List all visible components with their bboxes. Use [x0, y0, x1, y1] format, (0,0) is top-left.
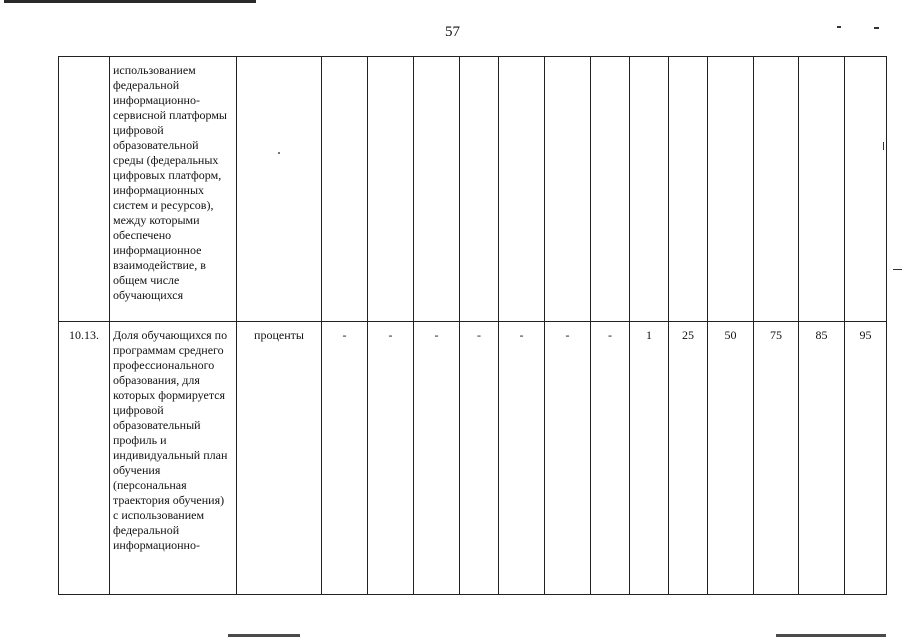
- value-cell: 95: [845, 322, 887, 595]
- value-cell: [845, 57, 887, 322]
- value-cell: [754, 57, 799, 322]
- scan-mark: [874, 27, 879, 29]
- value-cell: [630, 57, 669, 322]
- value-cell: [414, 57, 460, 322]
- table-row: [59, 57, 887, 322]
- value-cell: 1: [630, 322, 669, 595]
- value-cell: [460, 57, 499, 322]
- value-cell: [368, 57, 414, 322]
- scan-artifact-bottom: [776, 634, 886, 637]
- value-cell: 50: [708, 322, 754, 595]
- table-row: [59, 322, 887, 595]
- unit-cell: проценты: [237, 322, 322, 595]
- value-cell: -: [499, 322, 545, 595]
- value-cell: [591, 57, 630, 322]
- indicator-name: использованием федеральной информационно-сервисной платформы цифровой образовательной среды (федеральных цифровых платформ, информационных систем и ресурсов), между которыми обеспечено информационное взаимодействие, в общем числе обучающихся: [110, 57, 237, 322]
- value-cell: [545, 57, 591, 322]
- value-cell: -: [460, 322, 499, 595]
- value-cell: 25: [669, 322, 708, 595]
- value-cell: [499, 57, 545, 322]
- scan-artifact-bottom: [228, 634, 300, 637]
- value-cell: -: [545, 322, 591, 595]
- scan-speck: [278, 152, 280, 154]
- unit-cell: [237, 57, 322, 322]
- row-number: [59, 57, 110, 322]
- value-cell: [799, 57, 845, 322]
- value-cell: -: [322, 322, 368, 595]
- value-cell: -: [414, 322, 460, 595]
- value-cell: [708, 57, 754, 322]
- row-number: 10.13.: [59, 322, 110, 595]
- indicator-name: Доля обучающихся по программам среднего профессионального образования, для которых формируется цифровой образовательный профиль и индивидуальный план обучения (персональная траектория обучения) с использованием федеральной информационно-: [110, 322, 237, 595]
- page-number: 57: [445, 24, 460, 40]
- value-cell: 85: [799, 322, 845, 595]
- value-cell: -: [368, 322, 414, 595]
- value-cell: [669, 57, 708, 322]
- scan-mark: [893, 269, 902, 270]
- scan-mark: [837, 26, 841, 28]
- indicators-table: [58, 56, 887, 595]
- value-cell: 75: [754, 322, 799, 595]
- scan-artifact-top: [4, 0, 256, 3]
- value-cell: -: [591, 322, 630, 595]
- value-cell: [322, 57, 368, 322]
